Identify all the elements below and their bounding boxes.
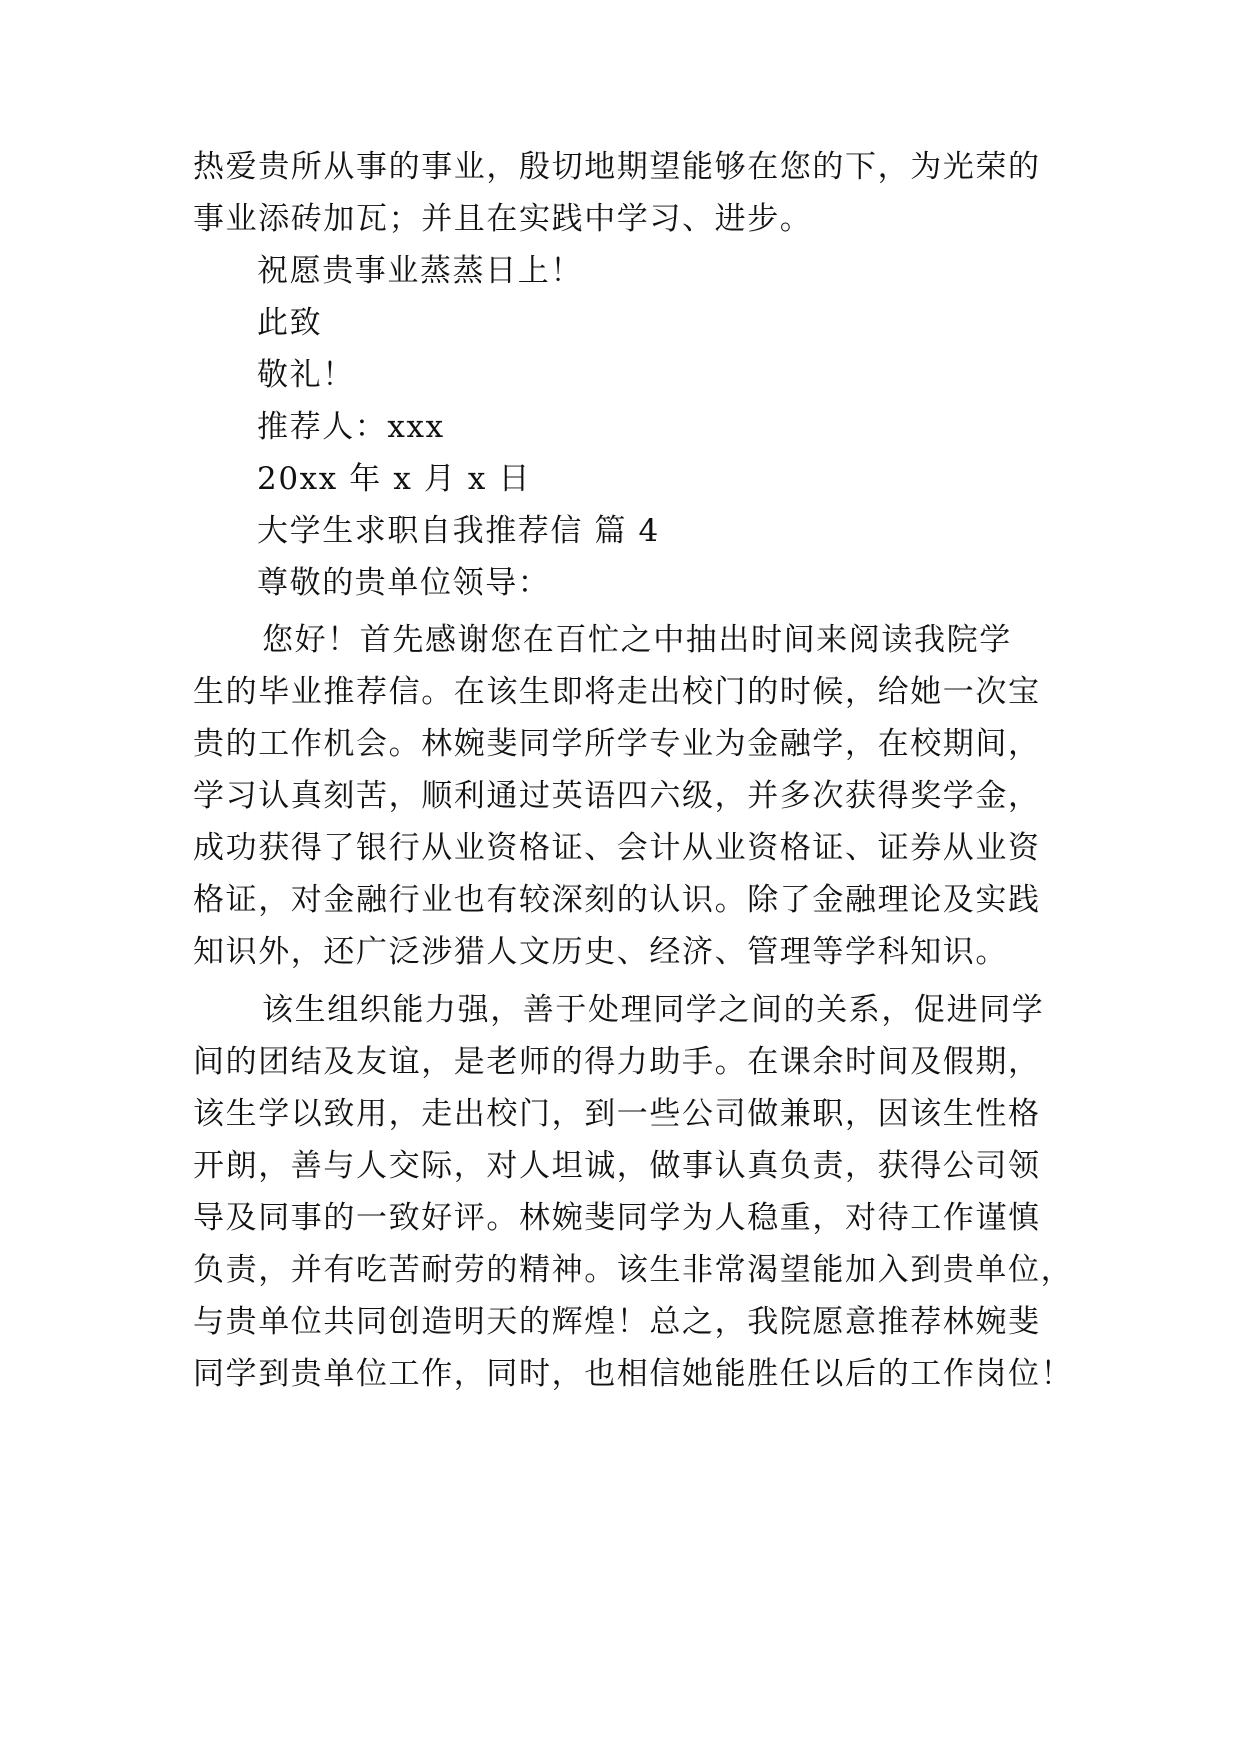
paragraph-line: 格证，对金融行业也有较深刻的认识。除了金融理论及实践 (193, 882, 1041, 918)
salutation-regards: 敬礼！ (257, 357, 355, 393)
paragraph-line: 贵的工作机会。林婉斐同学所学专业为金融学，在校期间， (193, 726, 1041, 762)
paragraph-line: 学习认真刻苦，顺利通过英语四六级，并多次获得奖学金， (193, 778, 1041, 814)
signature-recommender: 推荐人：xxx (257, 409, 445, 445)
paragraph-line: 生的毕业推荐信。在该生即将走出校门的时候，给她一次宝 (193, 674, 1041, 710)
signature-date: 20xx 年 x 月 x 日 (257, 461, 532, 497)
text-line: 事业添砖加瓦；并且在实践中学习、进步。 (193, 201, 813, 237)
paragraph-line: 同学到贵单位工作，同时，也相信她能胜任以后的工作岗位！ (193, 1356, 1074, 1392)
paragraph-line: 与贵单位共同创造明天的辉煌！总之，我院愿意推荐林婉斐 (193, 1304, 1041, 1340)
paragraph-line: 负责，并有吃苦耐劳的精神。该生非常渴望能加入到贵单位， (193, 1252, 1074, 1288)
paragraph-line: 间的团结及友谊，是老师的得力助手。在课余时间及假期， (193, 1044, 1041, 1080)
paragraph-line: 该生学以致用，走出校门，到一些公司做兼职，因该生性格 (193, 1096, 1041, 1132)
paragraph-line: 成功获得了银行从业资格证、会计从业资格证、证券从业资 (193, 830, 1041, 866)
paragraph-line: 开朗，善与人交际，对人坦诚，做事认真负责，获得公司领 (193, 1148, 1041, 1184)
paragraph-line: 该生组织能力强，善于处理同学之间的关系，促进同学 (262, 992, 1045, 1028)
paragraph-line: 知识外，还广泛涉猎人文历史、经济、管理等学科知识。 (193, 934, 1008, 970)
section-title: 大学生求职自我推荐信 篇 4 (257, 513, 660, 549)
letter-greeting: 尊敬的贵单位领导： (257, 565, 551, 601)
closing-wish: 祝愿贵事业蒸蒸日上！ (257, 253, 583, 289)
text-line: 热爱贵所从事的事业，殷切地期望能够在您的下，为光荣的 (193, 149, 1041, 185)
salutation-close: 此致 (257, 305, 323, 341)
paragraph-line: 您好！首先感谢您在百忙之中抽出时间来阅读我院学 (262, 622, 1012, 658)
paragraph-line: 导及同事的一致好评。林婉斐同学为人稳重，对待工作谨慎 (193, 1200, 1041, 1236)
